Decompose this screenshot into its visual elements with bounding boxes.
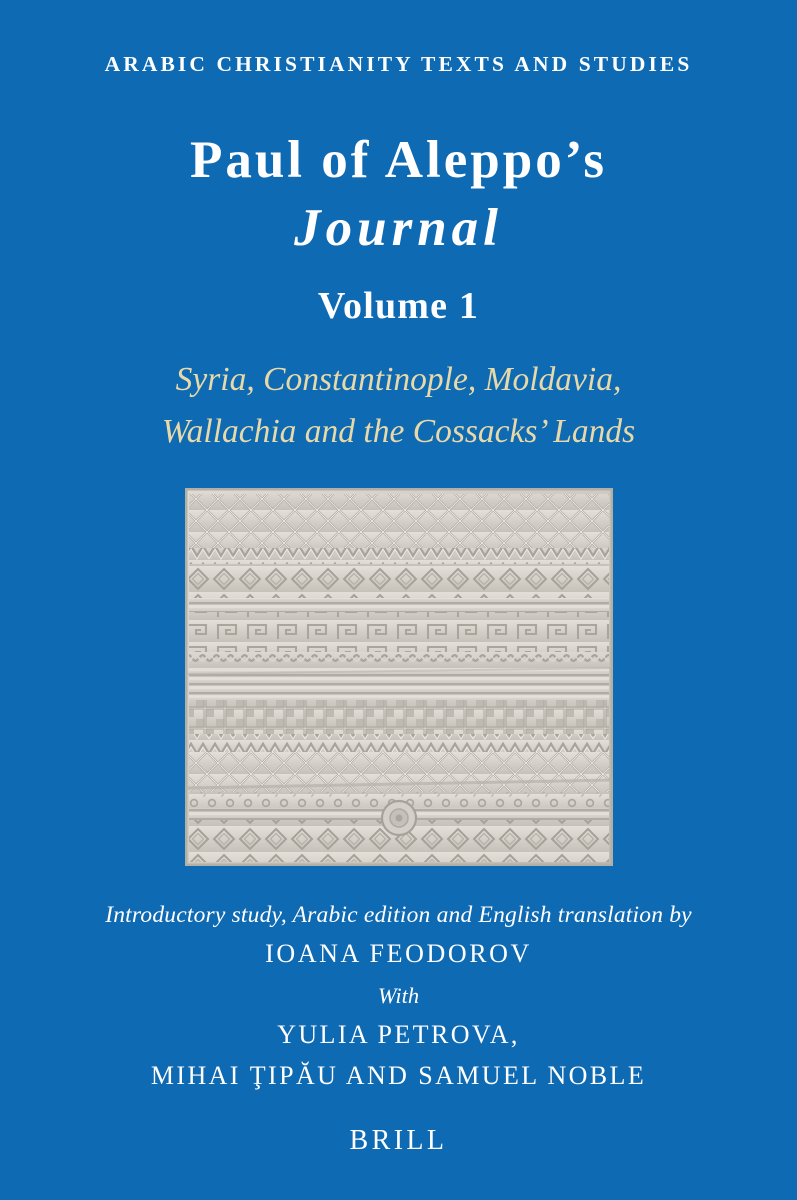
publisher-name: BRILL [349,1124,448,1156]
book-subtitle-line-2: Wallachia and the Cossacks’ Lands [161,412,636,450]
coauthors-line-1: YULIA PETROVA, [277,1019,520,1049]
coauthors-line-2: MIHAI ŢIPĂU AND SAMUEL NOBLE [150,1060,647,1090]
book-title-line-2: Journal [294,198,503,257]
credits-intro-line: Introductory study, Arabic edition and English translation by [105,901,692,928]
main-author-name: IOANA FEODOROV [265,938,532,968]
with-label: With [377,982,420,1008]
stone-relief-illustration [185,488,613,866]
book-title-line-1: Paul of Aleppo’s [189,131,608,189]
volume-label: Volume 1 [317,285,480,327]
cover-image [185,488,613,866]
series-title: ARABIC CHRISTIANITY TEXTS AND STUDIES [104,52,693,76]
title-block [0,133,797,458]
book-subtitle-line-1: Syria, Constantinople, Moldavia, [175,361,622,398]
credits-block [0,902,797,1091]
book-subtitle [0,354,797,458]
